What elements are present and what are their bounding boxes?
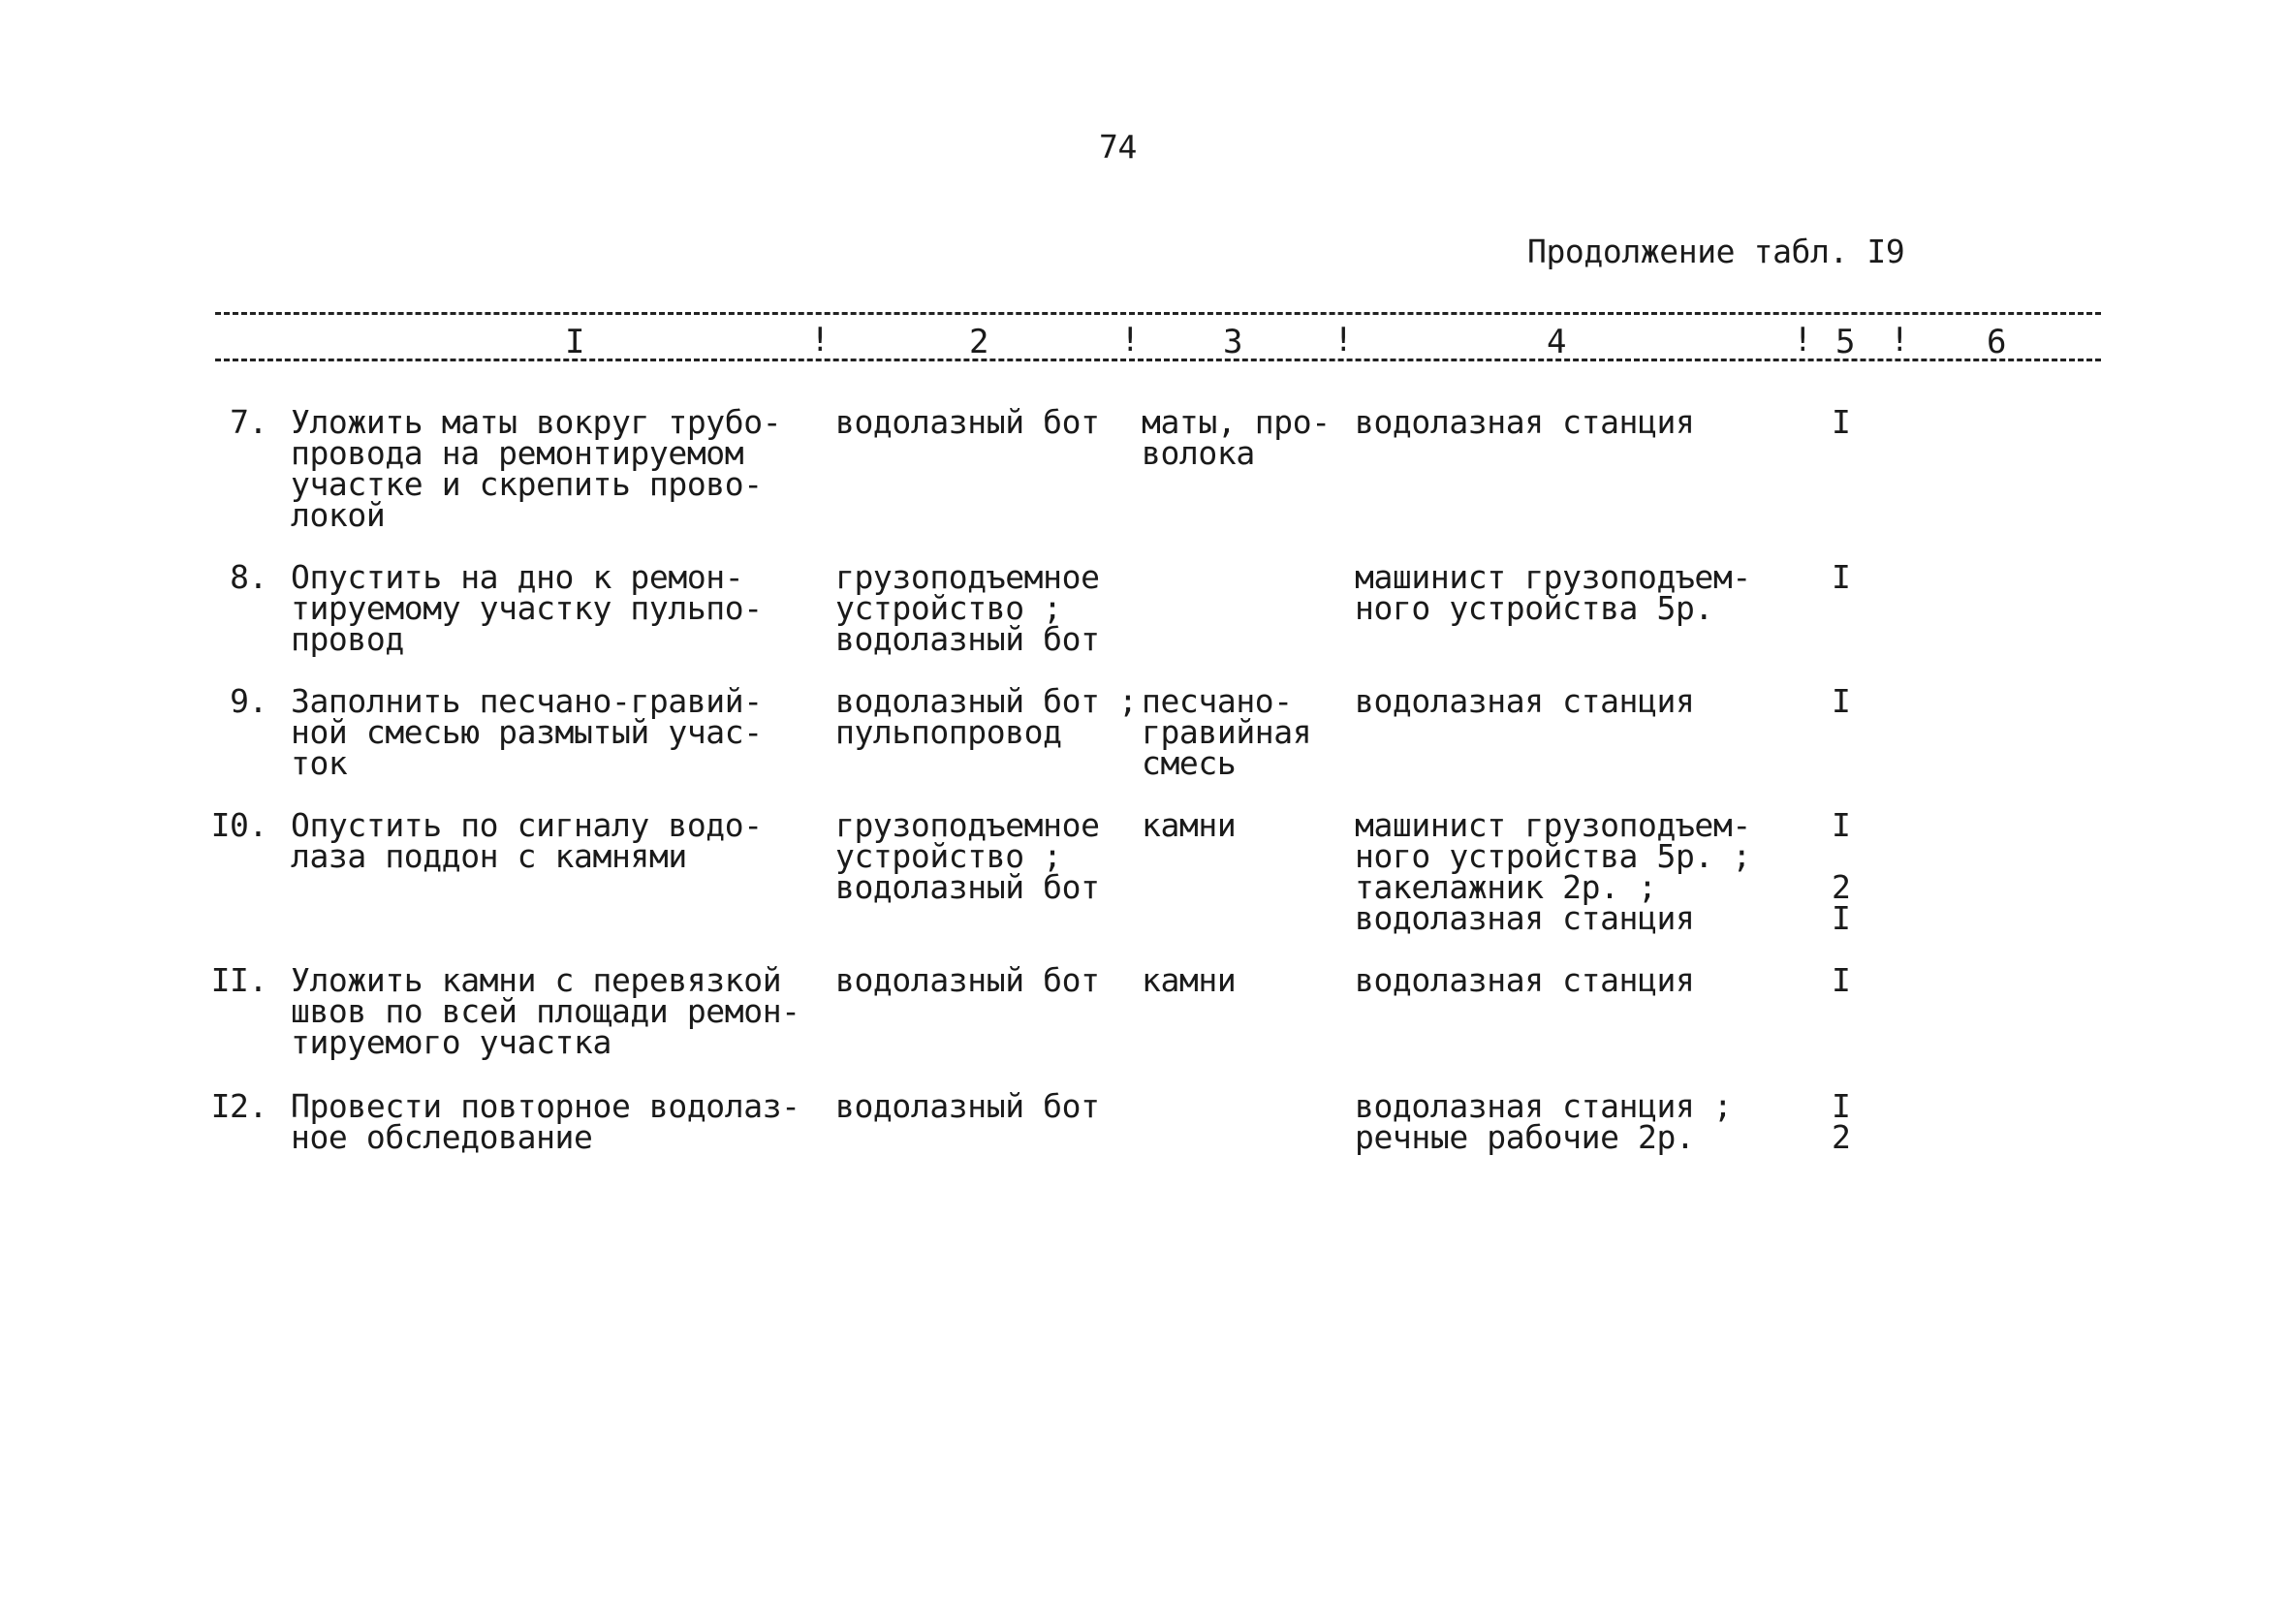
equipment-text: грузоподъемное устройство ; водолазный бот (835, 558, 1100, 658)
equipment-text: водолазный бот (835, 961, 1100, 999)
quantity-text: I (1832, 961, 1851, 999)
row-number: I0. (210, 806, 267, 844)
materials-text: камни (1142, 806, 1237, 844)
header-col-4: 4 (1547, 323, 1567, 361)
row-number: I2. (210, 1087, 267, 1125)
row-number: II. (210, 961, 267, 999)
operation-text: Заполнить песчано-гравий- ной смесью размытый учас- ток (291, 682, 763, 782)
header-col-1: I (565, 323, 585, 361)
quantity-text: I (1832, 682, 1851, 720)
workers-text: машинист грузоподъем- ного устройства 5р. (1355, 558, 1751, 627)
row-number: 8. (230, 558, 267, 596)
materials-text: песчано- гравийная смесь (1142, 682, 1312, 782)
header-col-3: 3 (1223, 323, 1243, 361)
header-col-2: 2 (969, 323, 989, 361)
operation-text: Уложить камни с перевязкой швов по всей площади ремон- тируемого участка (291, 961, 800, 1061)
quantity-text: I 2 (1832, 1087, 1851, 1156)
table-header-rule (215, 359, 2101, 361)
page-number: 74 (1099, 128, 1137, 166)
operation-text: Уложить маты вокруг трубо- провода на ремонтируемом участке и скрепить прово- локой (291, 403, 782, 534)
workers-text: водолазная станция ; речные рабочие 2р. (1355, 1087, 1733, 1156)
workers-text: водолазная станция (1355, 961, 1695, 999)
header-separator: ! (810, 321, 831, 359)
operation-text: Провести повторное водолаз- ное обследование (291, 1087, 800, 1156)
equipment-text: водолазный бот ; пульпопровод (835, 682, 1138, 751)
equipment-text: грузоподъемное устройство ; водолазный бот (835, 806, 1100, 906)
workers-text: водолазная станция (1355, 403, 1695, 441)
quantity-text: I (1832, 558, 1851, 596)
header-col-6: 6 (1987, 323, 2007, 361)
row-number: 7. (230, 403, 267, 441)
header-col-5: 5 (1835, 323, 1856, 361)
equipment-text: водолазный бот (835, 403, 1100, 441)
quantity-text: I (1832, 403, 1851, 441)
materials-text: камни (1142, 961, 1237, 999)
operation-text: Опустить на дно к ремон- тируемому участку пульпо- провод (291, 558, 763, 658)
table-continuation-caption: Продолжение табл. I9 (1527, 233, 1905, 270)
header-separator: ! (1890, 321, 1910, 359)
table-top-rule (215, 312, 2101, 315)
operation-text: Опустить по сигналу водо- лаза поддон с камнями (291, 806, 763, 875)
materials-text: маты, про- волока (1142, 403, 1331, 472)
workers-text: машинист грузоподъем- ного устройства 5р. ; такелажник 2р. ; водолазная станция (1355, 806, 1751, 937)
header-separator: ! (1120, 321, 1141, 359)
header-separator: ! (1793, 321, 1813, 359)
workers-text: водолазная станция (1355, 682, 1695, 720)
equipment-text: водолазный бот (835, 1087, 1100, 1125)
row-number: 9. (230, 682, 267, 720)
quantity-text: I 2 I (1832, 806, 1851, 937)
header-separator: ! (1333, 321, 1354, 359)
